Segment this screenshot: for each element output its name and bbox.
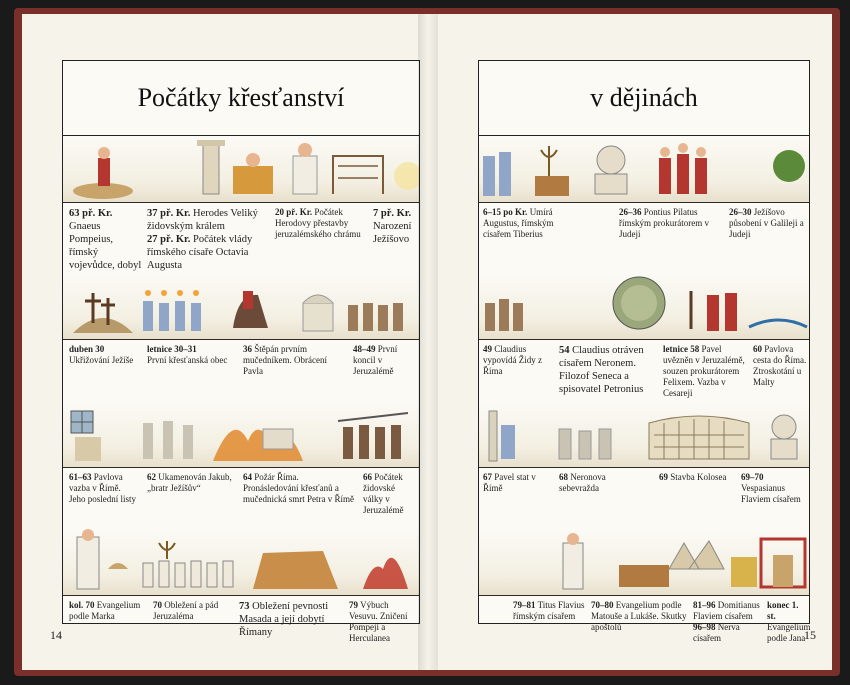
event-48-49: 48–49 První koncil v Jeruzalémě <box>353 344 398 376</box>
illustration-strip-row-4 <box>63 529 419 596</box>
illustration-strip-row-4-right <box>479 529 809 596</box>
event-7-bc: 7 př. Kr. Narození Ježíšovo <box>373 208 412 245</box>
event-54: 54 Claudius otráven císařem Neronem. Filozof Seneca a spisovatel Petronius <box>559 345 644 395</box>
event-about-70: kol. 70 Evangelium podle Marka <box>69 600 141 621</box>
left-page-number: 14 <box>50 628 62 642</box>
event-26-30: 26–30 Ježíšovo působení v Galileji a Judeji <box>729 207 804 239</box>
book-gutter <box>418 14 438 670</box>
crucifixion-illustration <box>63 273 419 339</box>
siege-illustration <box>63 529 419 595</box>
event-79: 79 Výbuch Vesuvu. Zničení Pompejí a Herculanea <box>349 600 408 643</box>
event-26-36: 26–36 Pontius Pilatus římským prokurátorem v Judeji <box>619 207 709 239</box>
event-64: 64 Požár Říma. Pronásledování křesťanů a mučednická smrt Petra v Římě <box>243 472 354 504</box>
right-page-title: v dějinách <box>479 61 809 136</box>
event-62: 62 Ukamenován Jakub, „bratr Ježíšův“ <box>147 472 232 493</box>
coin-illustration <box>479 273 809 339</box>
roman-conquest-illustration <box>63 136 419 202</box>
open-book <box>14 8 840 676</box>
colosseum-illustration <box>479 401 809 467</box>
left-timeline-frame <box>62 60 420 643</box>
rome-fire-illustration <box>63 401 419 467</box>
event-66: 66 Počátek židovské války v Jeruzalémě <box>363 472 404 515</box>
right-page-number: 15 <box>804 628 816 642</box>
event-79-81: 79–81 Titus Flavius římským císařem <box>513 600 585 621</box>
left-page <box>22 14 427 670</box>
illustration-strip-row-1-right <box>479 136 809 203</box>
event-37-bc: 37 př. Kr. Herodes Veliký židovským králem 27 př. Kr. Počátek vlády římského císaře Octavia Augusta <box>147 208 258 271</box>
event-20-bc: 20 př. Kr. Počátek Herodovy přestavby jeruzalémského chrámu <box>275 207 361 239</box>
event-69-70: 69–70 Vespasianus Flaviem císařem <box>741 472 801 504</box>
illustration-strip-row-2 <box>63 273 419 340</box>
event-63-bc: 63 př. Kr. Gnaeus Pompeius, římský vojevůdce, dobyl <box>69 208 142 271</box>
event-pentecost-30: letnice 30–31 První křesťanská obec <box>147 344 228 365</box>
event-36: 36 Štěpán prvním mučedníkem. Obrácení Pavla <box>243 344 327 376</box>
event-49: 49 Claudius vypovídá Židy z Říma <box>483 344 542 376</box>
event-73: 73 Obležení pevnosti Masada a její dobytí Římany <box>239 601 329 638</box>
event-81-96: 81–96 Domitianus Flaviem císařem 96–98 Nerva císařem <box>693 600 760 643</box>
illustration-strip-row-3 <box>63 401 419 468</box>
left-page-title: Počátky křesťanství <box>63 61 419 136</box>
illustration-strip-row-2-right <box>479 273 809 340</box>
event-68: 68 Neronova sebevražda <box>559 472 606 493</box>
event-67: 67 Pavel stat v Římě <box>483 472 536 493</box>
evangelists-illustration <box>479 529 809 595</box>
illustration-strip-row-1 <box>63 136 419 203</box>
event-end-1st-century: konec 1. st. Evangelium podle Jana <box>767 600 811 643</box>
event-pentecost-58: letnice 58 Pavel uvězněn v Jeruzalémě, souzen prokurátorem Felixem. Vazba v Cesareji <box>663 344 745 398</box>
event-69: 69 Stavba Kolosea <box>659 472 727 482</box>
event-april-30: duben 30 Ukřižování Ježíše <box>69 344 134 365</box>
event-60: 60 Pavlova cesta do Říma. Ztroskotání u Malty <box>753 344 807 387</box>
illustration-strip-row-3-right <box>479 401 809 468</box>
event-70: 70 Obležení a pád Jeruzaléma <box>153 600 219 621</box>
event-70-80: 70–80 Evangelium podle Matouše a Lukáše. Skutky apoštolů <box>591 600 687 632</box>
right-timeline-frame <box>478 60 811 643</box>
right-page <box>426 14 832 670</box>
event-6-15-ad: 6–15 po Kr. Umírá Augustus, římským císařem Tiberius <box>483 207 554 239</box>
event-61-63: 61–63 Pavlova vazba v Římě. Jeho poslední listy <box>69 472 136 504</box>
emperors-illustration <box>479 136 809 202</box>
